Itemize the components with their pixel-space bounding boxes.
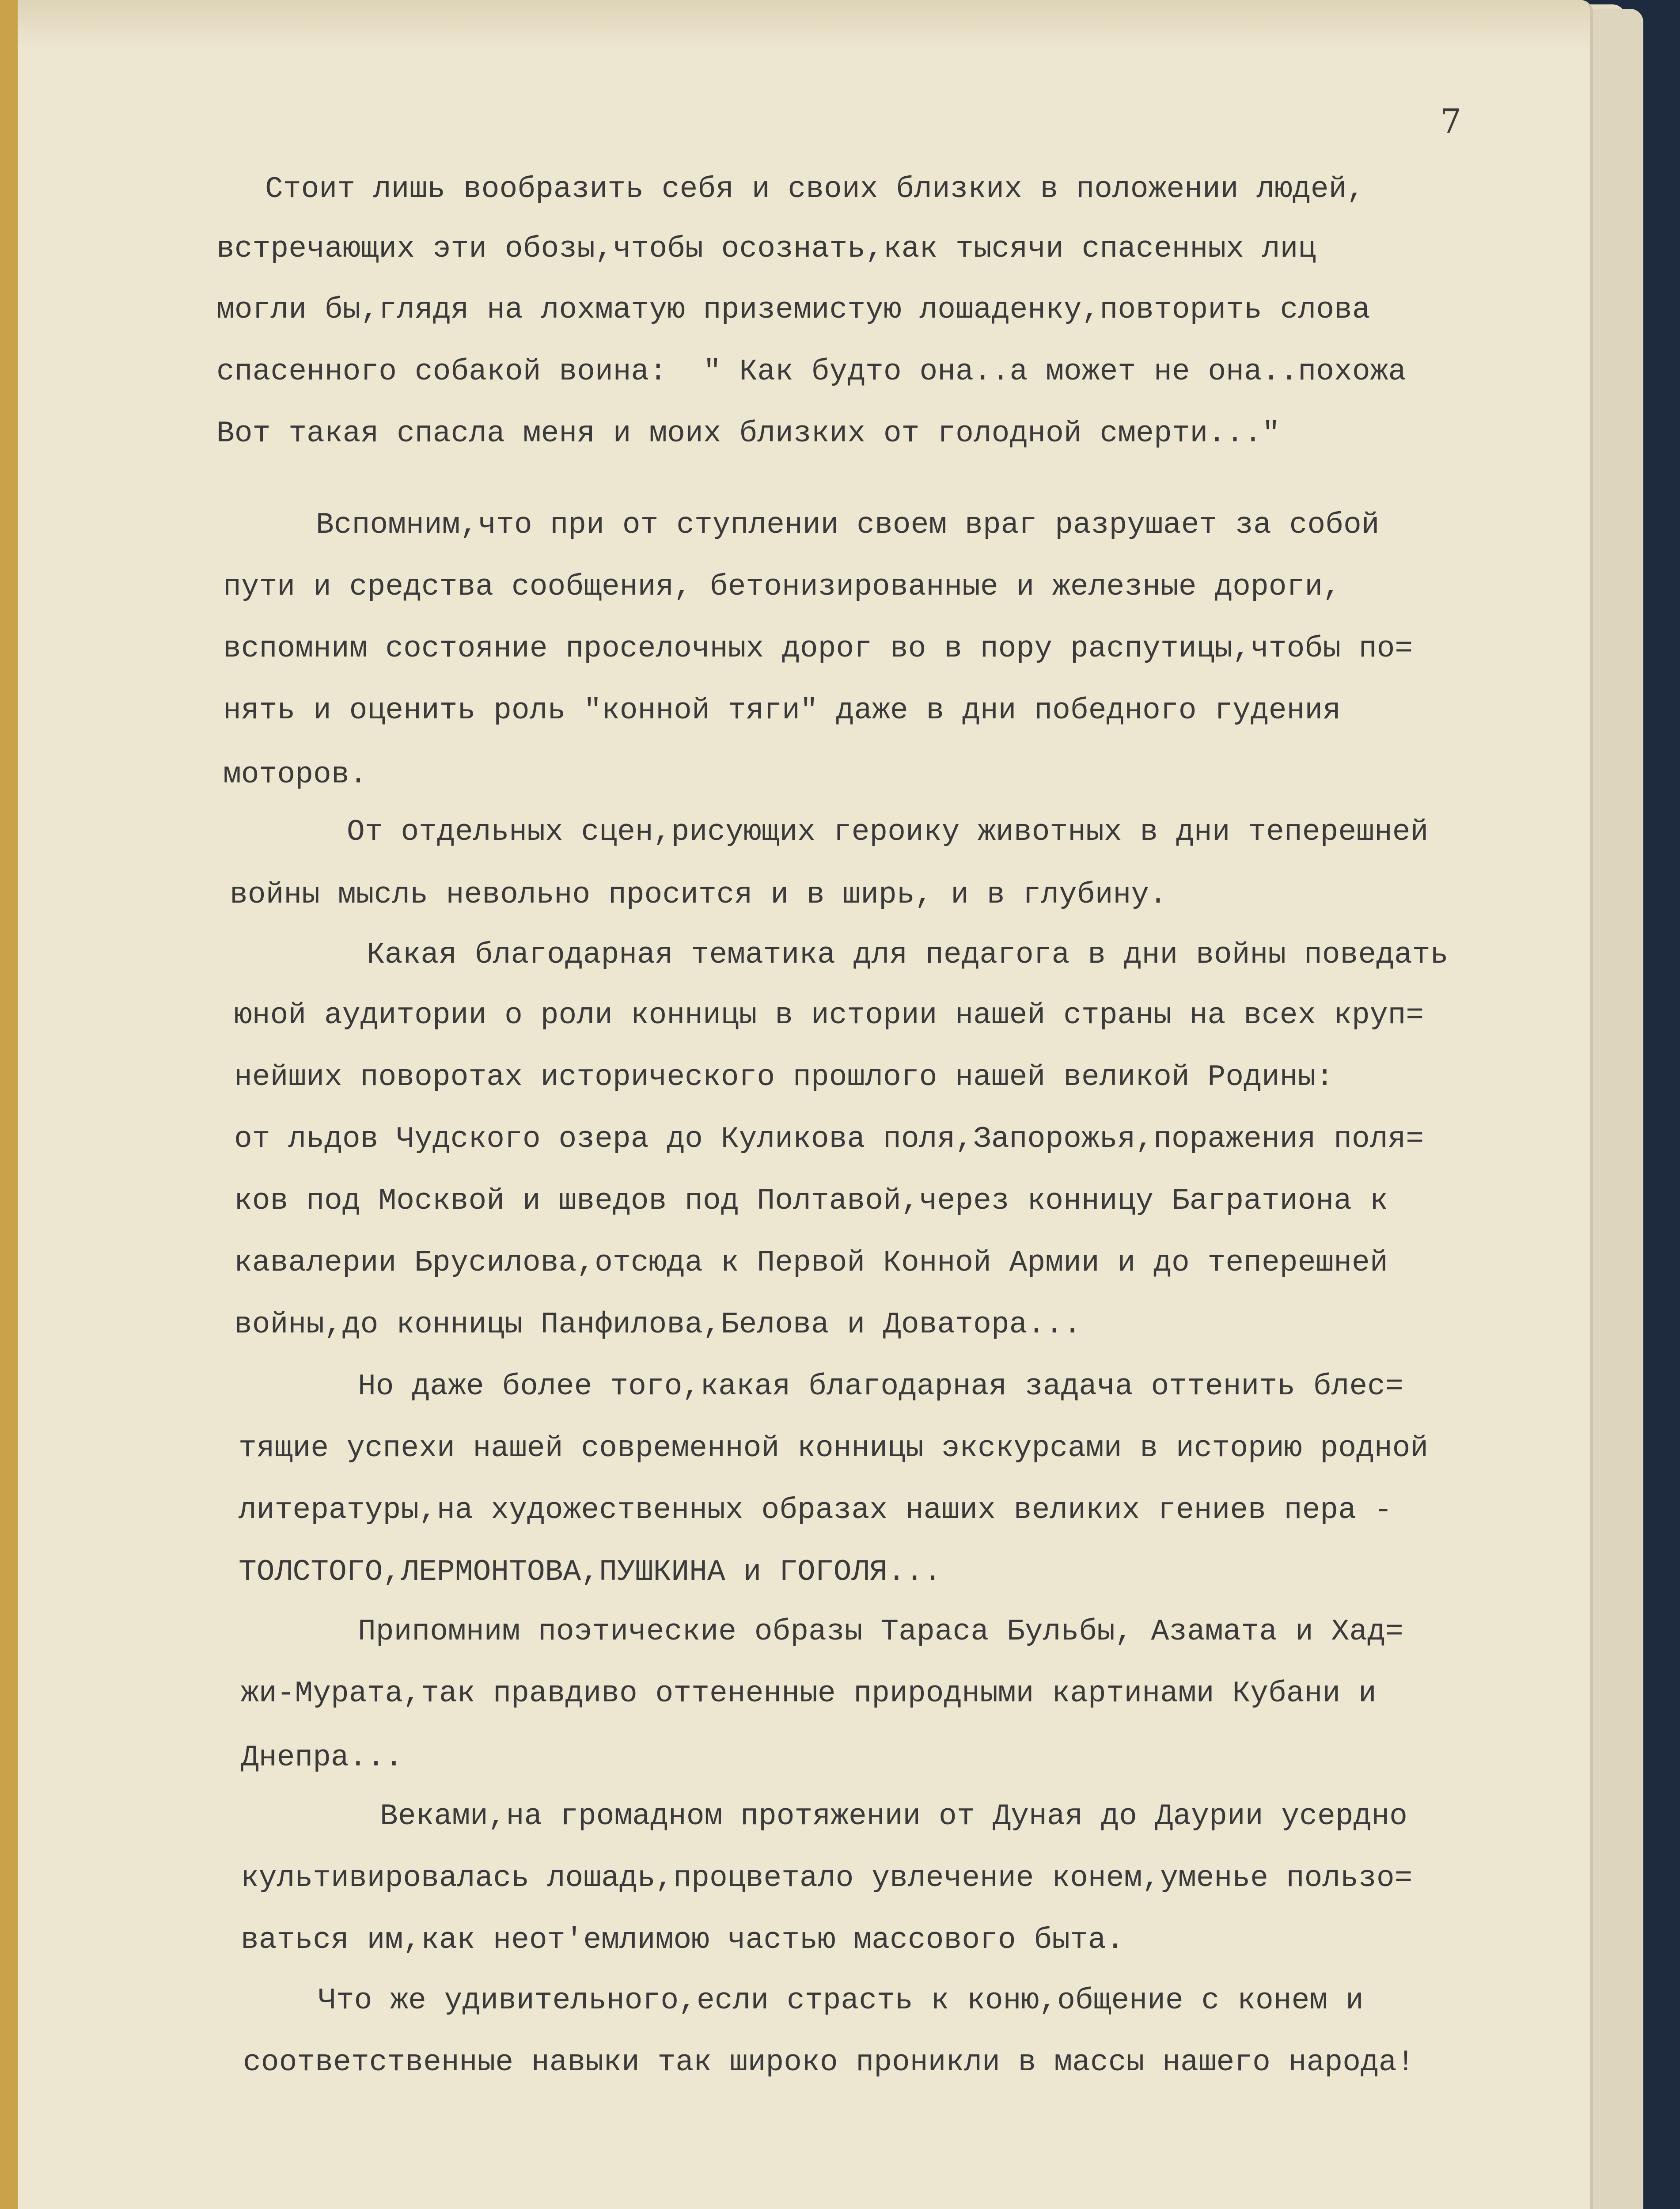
text-line: нять и оценить роль "конной тяги" даже в дни победного гудения	[223, 694, 1341, 728]
text-line: моторов.	[223, 758, 368, 792]
text-line: юной аудитории о роли конницы в истории нашей страны на всех круп=	[234, 998, 1424, 1032]
text-line: Какая благодарная тематика для педагога в дни войны поведать	[367, 938, 1449, 972]
text-line: от льдов Чудского озера до Куликова поля,Запорожья,поражения поля=	[234, 1122, 1424, 1156]
page-text	[18, 0, 1590, 2209]
text-line: Припомним поэтические образы Тараса Бульбы, Азамата и Хад=	[358, 1615, 1403, 1649]
text-line: тящие успехи нашей современной конницы экскурсами в историю родной	[239, 1431, 1429, 1465]
text-line: ТОЛСТОГО,ЛЕРМОНТОВА,ПУШКИНА и ГОГОЛЯ...	[239, 1555, 942, 1589]
text-line: войны,до конницы Панфилова,Белова и Доватора...	[234, 1308, 1081, 1342]
text-line: ваться им,как неот'емлимою частью массового быта.	[241, 1923, 1124, 1957]
text-line: встречающих эти обозы,чтобы осознать,как тысячи спасенных лиц	[216, 232, 1316, 266]
page-number: 7	[1440, 102, 1462, 141]
text-line: Веками,на громадном протяжении от Дуная до Даурии усердно	[380, 1799, 1407, 1833]
typewritten-page	[18, 0, 1593, 2209]
text-line: Вот такая спасла меня и моих близких от голодной смерти..."	[216, 417, 1280, 451]
text-line: соответственные навыки так широко проникли в массы нашего народа!	[243, 2046, 1415, 2080]
text-line: вспомним состояние проселочных дорог во в пору распутицы,чтобы по=	[223, 632, 1413, 666]
text-line: От отдельных сцен,рисующих героику животных в дни теперешней	[347, 815, 1429, 849]
text-line: Днепра...	[241, 1741, 403, 1775]
text-line: ков под Москвой и шведов под Полтавой,через конницу Багратиона к	[234, 1184, 1388, 1218]
text-line: жи-Мурата,так правдиво оттененные природными картинами Кубани и	[241, 1677, 1377, 1711]
text-line: Вспомним,что при от ступлении своем враг разрушает за собой	[316, 508, 1380, 542]
text-line: Но даже более того,какая благодарная задача оттенить блес=	[358, 1370, 1403, 1404]
text-line: культивировалась лошадь,процветало увлечение конем,уменье пользо=	[241, 1861, 1413, 1895]
text-line: Что же удивительного,если страсть к коню,общение с конем и	[318, 1984, 1364, 2018]
text-line: пути и средства сообщения, бетонизированные и железные дороги,	[223, 570, 1341, 604]
page-edge	[0, 0, 18, 2209]
text-line: кавалерии Брусилова,отсюда к Первой Конной Армии и до теперешней	[234, 1246, 1388, 1280]
text-line: Стоит лишь вообразить себя и своих близких в положении людей,	[265, 172, 1365, 206]
text-line: могли бы,глядя на лохматую приземистую лошаденку,повторить слова	[216, 293, 1370, 327]
text-line: спасенного собакой воина: " Как будто она..а может не она..похожа	[216, 355, 1407, 389]
text-line: литературы,на художественных образах наших великих гениев пера -	[239, 1493, 1392, 1527]
text-line: войны мысль невольно просится и в ширь, и в глубину.	[230, 878, 1167, 912]
text-line: нейших поворотах исторического прошлого нашей великой Родины:	[234, 1060, 1334, 1094]
